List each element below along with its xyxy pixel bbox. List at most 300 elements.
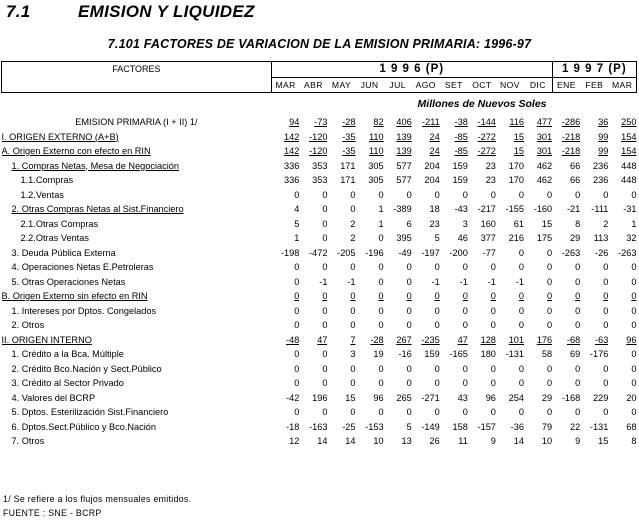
value-text: 171 (340, 175, 356, 185)
value-text: 96 (373, 392, 384, 403)
value-cell (271, 362, 299, 377)
value-cell (327, 130, 355, 145)
value-text: 12 (289, 436, 300, 446)
value-cell (440, 217, 468, 232)
value-cell (271, 173, 299, 188)
value-text: -77 (482, 247, 496, 258)
value-text: 0 (322, 305, 328, 316)
value-cell (496, 202, 524, 217)
value-cell (384, 347, 412, 362)
table-row (2, 144, 637, 159)
value-text: 0 (434, 305, 440, 316)
value-cell (580, 260, 608, 275)
table-row (2, 231, 637, 246)
value-text: -1 (347, 276, 356, 287)
value-cell (327, 362, 355, 377)
value-cell (271, 275, 299, 290)
value-cell (580, 115, 608, 130)
row-label (2, 202, 272, 217)
value-text: -120 (309, 131, 328, 142)
value-cell (580, 173, 608, 188)
value-cell (299, 289, 327, 304)
value-cell (608, 144, 636, 159)
value-cell (524, 144, 552, 159)
value-cell (412, 202, 440, 217)
value-text: 0 (378, 378, 384, 388)
value-text: -16 (398, 349, 412, 359)
value-text: 0 (631, 363, 637, 374)
value-cell (580, 246, 608, 261)
value-cell (468, 130, 496, 145)
value-cell (552, 202, 580, 217)
value-cell (440, 391, 468, 406)
row-label-text: 5. Dptos. Esterilización Sist.Financiero (11, 407, 169, 417)
value-text: -63 (595, 334, 609, 345)
value-cell (552, 231, 580, 246)
value-cell (412, 217, 440, 232)
value-cell (412, 159, 440, 174)
value-text: 170 (508, 160, 524, 171)
table-row (2, 202, 637, 217)
value-cell (580, 376, 608, 391)
value-cell (524, 304, 552, 319)
value-cell (524, 333, 552, 348)
value-text: 47 (317, 334, 328, 345)
table-row (2, 405, 637, 420)
row-label-text: 2. Crédito Bco.Nación y Sect.Público (11, 363, 162, 374)
value-text: 0 (378, 262, 384, 272)
value-cell (356, 144, 384, 159)
value-cell (299, 231, 327, 246)
value-cell (496, 405, 524, 420)
value-cell (496, 260, 524, 275)
value-text: 5 (406, 421, 412, 432)
value-text: -472 (309, 247, 328, 258)
value-text: 139 (396, 146, 412, 156)
value-cell (356, 347, 384, 362)
value-cell (580, 318, 608, 333)
value-text: 139 (396, 131, 412, 142)
value-cell (468, 391, 496, 406)
month-header: ABR (299, 77, 327, 93)
value-text: 0 (406, 291, 412, 301)
value-cell (327, 115, 355, 130)
value-cell (356, 434, 384, 449)
value-text: 477 (536, 117, 553, 127)
value-text: 99 (598, 131, 609, 142)
row-label-text: A. Origen Externo con efecto en RIN (1, 146, 151, 156)
month-header: MAY (327, 77, 355, 93)
value-text: 159 (424, 349, 440, 359)
row-label (2, 420, 272, 435)
value-text: 96 (485, 392, 496, 403)
value-text: 0 (350, 291, 356, 301)
value-text: 29 (541, 392, 553, 403)
value-cell (299, 246, 327, 261)
value-cell (271, 144, 299, 159)
value-text: 0 (518, 407, 524, 417)
value-text: -21 (566, 204, 581, 214)
value-text: 0 (603, 407, 609, 417)
value-text: -43 (454, 204, 468, 214)
value-text: 128 (480, 334, 496, 345)
value-cell (552, 217, 580, 232)
value-cell (356, 202, 384, 217)
value-cell (552, 246, 580, 261)
value-cell (552, 420, 580, 435)
table-row (2, 420, 637, 435)
value-text: 0 (350, 305, 356, 316)
value-text: 0 (575, 262, 581, 272)
month-header: JUL (384, 77, 412, 93)
value-cell (299, 362, 327, 377)
value-text: 18 (429, 204, 440, 214)
value-text: -131 (505, 349, 524, 359)
value-text: -197 (421, 247, 440, 258)
value-text: 101 (508, 334, 524, 345)
value-cell (524, 202, 552, 217)
value-cell (327, 260, 355, 275)
value-text: -165 (449, 349, 468, 359)
value-cell (384, 405, 412, 420)
value-text: 68 (626, 421, 637, 432)
row-label-text: 1.2.Ventas (20, 189, 64, 200)
section-number: 7.1 (6, 2, 31, 21)
value-text: -168 (561, 392, 581, 403)
value-cell (412, 144, 440, 159)
value-text: 0 (631, 276, 637, 287)
value-text: 66 (570, 160, 581, 171)
value-text: 0 (547, 247, 553, 258)
value-text: 0 (490, 291, 496, 301)
value-cell (580, 144, 608, 159)
value-cell (384, 376, 412, 391)
value-cell (440, 202, 468, 217)
value-cell (412, 289, 440, 304)
table-row (2, 434, 637, 449)
value-text: 0 (462, 378, 468, 388)
value-text: -155 (505, 204, 524, 214)
value-text: 0 (294, 189, 300, 200)
table-row (2, 159, 637, 174)
value-text: 229 (592, 392, 609, 403)
value-text: 267 (396, 334, 412, 345)
row-label (2, 275, 272, 290)
value-cell (524, 260, 552, 275)
value-text: 462 (536, 175, 553, 185)
value-text: 0 (462, 363, 468, 374)
row-label-text: 1. Compras Netas, Mesa de Negociación (11, 160, 179, 171)
value-cell (327, 405, 355, 420)
value-text: 0 (294, 305, 300, 316)
value-cell (524, 231, 552, 246)
row-label-text: 2.1.Otras Compras (20, 218, 99, 229)
value-text: 462 (536, 160, 553, 171)
value-text: 0 (490, 305, 496, 316)
value-cell (271, 202, 299, 217)
value-cell (356, 362, 384, 377)
value-cell (608, 159, 636, 174)
section-heading (6, 2, 255, 28)
value-text: 7 (350, 334, 356, 345)
value-text: 0 (294, 320, 300, 330)
value-cell (299, 391, 327, 406)
table-row (2, 318, 637, 333)
value-text: 0 (547, 291, 553, 301)
value-cell (608, 115, 636, 130)
value-cell (271, 420, 299, 435)
value-text: -263 (618, 247, 637, 258)
value-text: 0 (575, 320, 581, 330)
value-text: 0 (406, 407, 412, 417)
value-cell (384, 362, 412, 377)
value-cell (412, 188, 440, 203)
value-text: -1 (459, 276, 468, 287)
value-text: 0 (434, 291, 440, 301)
value-text: 159 (452, 160, 468, 171)
value-cell (580, 304, 608, 319)
value-cell (299, 405, 327, 420)
value-cell (271, 304, 299, 319)
value-cell (356, 231, 384, 246)
value-cell (580, 333, 608, 348)
value-text: 0 (603, 363, 609, 374)
row-label (2, 260, 272, 275)
value-text: -153 (365, 421, 384, 432)
value-text: 96 (626, 334, 637, 345)
value-cell (580, 202, 608, 217)
value-cell (496, 347, 524, 362)
value-cell (299, 376, 327, 391)
value-text: 0 (378, 189, 384, 200)
value-text: 0 (490, 363, 496, 374)
value-text: 0 (547, 189, 553, 200)
value-text: 1 (631, 218, 637, 229)
value-text: 116 (509, 117, 524, 127)
value-cell (608, 231, 636, 246)
value-cell (608, 217, 636, 232)
value-cell (327, 318, 355, 333)
value-text: 43 (457, 392, 468, 403)
value-cell (524, 391, 552, 406)
value-cell (271, 217, 299, 232)
row-label (2, 318, 272, 333)
value-text: 301 (536, 146, 553, 156)
row-label (2, 376, 272, 391)
value-text: 0 (547, 320, 553, 330)
value-cell (327, 333, 355, 348)
row-label-text: 4. Operaciones Netas E.Petroleras (11, 262, 154, 272)
value-cell (412, 246, 440, 261)
value-text: -217 (477, 204, 496, 214)
value-text: -85 (454, 146, 468, 156)
value-cell (412, 231, 440, 246)
value-text: 0 (547, 276, 553, 287)
value-cell (271, 260, 299, 275)
value-cell (608, 275, 636, 290)
value-cell (552, 159, 580, 174)
value-text: 23 (429, 218, 440, 229)
value-cell (468, 144, 496, 159)
value-cell (327, 202, 355, 217)
row-label-text: 7. Otros (11, 436, 45, 446)
value-text: -218 (561, 146, 581, 156)
value-text: 5 (434, 233, 440, 243)
value-cell (299, 188, 327, 203)
value-cell (299, 115, 327, 130)
value-cell (468, 434, 496, 449)
value-text: 0 (322, 233, 328, 243)
value-cell (580, 347, 608, 362)
value-cell (580, 188, 608, 203)
table-row (2, 173, 637, 188)
value-cell (384, 318, 412, 333)
value-text: 15 (541, 218, 553, 229)
value-text: 160 (480, 218, 496, 229)
value-text: 0 (322, 320, 328, 330)
value-text: 0 (490, 407, 496, 417)
value-text: 0 (518, 247, 524, 258)
value-text: 0 (378, 305, 384, 316)
value-cell (412, 275, 440, 290)
value-cell (552, 173, 580, 188)
value-cell (440, 333, 468, 348)
value-text: 1 (378, 204, 384, 214)
row-label (2, 405, 272, 420)
value-cell (271, 115, 299, 130)
value-text: 577 (396, 160, 412, 171)
month-header: MAR (271, 77, 299, 93)
value-cell (552, 130, 580, 145)
value-text: 0 (631, 378, 637, 388)
value-text: 66 (570, 175, 581, 185)
value-cell (327, 217, 355, 232)
value-cell (440, 376, 468, 391)
row-label (2, 130, 272, 145)
value-cell (299, 304, 327, 319)
value-cell (468, 420, 496, 435)
value-text: 0 (322, 349, 328, 359)
row-label-text: 2.2.Otras Ventas (20, 233, 89, 243)
value-cell (496, 188, 524, 203)
value-cell (468, 304, 496, 319)
value-cell (608, 420, 636, 435)
value-cell (496, 333, 524, 348)
value-cell (496, 159, 524, 174)
value-text: 204 (424, 175, 440, 185)
value-text: 142 (284, 146, 300, 156)
value-text: 0 (294, 363, 300, 374)
value-cell (524, 115, 552, 130)
value-cell (412, 376, 440, 391)
value-text: 0 (434, 262, 440, 272)
value-text: 0 (406, 363, 412, 374)
value-text: -85 (454, 131, 468, 142)
value-cell (299, 333, 327, 348)
value-text: -31 (623, 204, 637, 214)
value-cell (356, 391, 384, 406)
factores-header: FACTORES (2, 62, 272, 93)
value-cell (468, 333, 496, 348)
value-text: -42 (286, 392, 300, 403)
value-text: 0 (603, 276, 609, 287)
value-cell (468, 217, 496, 232)
value-text: 69 (570, 349, 581, 359)
value-cell (552, 144, 580, 159)
value-cell (412, 420, 440, 435)
value-text: 0 (462, 305, 468, 316)
value-text: 171 (340, 160, 356, 171)
value-cell (384, 246, 412, 261)
value-cell (608, 405, 636, 420)
value-cell (327, 434, 355, 449)
row-label-text: 2. Otras Compras Netas al Sist.Financiero (11, 204, 184, 214)
value-cell (356, 130, 384, 145)
value-text: 15 (513, 131, 524, 142)
value-text: 22 (570, 421, 581, 432)
value-cell (468, 115, 496, 130)
row-label (2, 173, 272, 188)
value-text: 8 (575, 218, 581, 229)
value-text: -26 (595, 247, 609, 258)
value-cell (327, 159, 355, 174)
value-cell (440, 362, 468, 377)
value-cell (552, 304, 580, 319)
value-text: -163 (309, 421, 328, 432)
row-label (2, 434, 272, 449)
value-cell (384, 434, 412, 449)
value-text: 154 (621, 146, 637, 156)
value-text: 0 (547, 262, 553, 272)
value-text: 61 (513, 218, 524, 229)
value-cell (412, 318, 440, 333)
value-text: 0 (631, 305, 637, 316)
value-text: -36 (510, 421, 524, 432)
value-cell (440, 434, 468, 449)
value-text: 0 (434, 407, 440, 417)
value-text: -200 (449, 247, 468, 258)
row-label-text: 1.1.Compras (20, 175, 74, 185)
value-text: 176 (536, 334, 553, 345)
value-text: 216 (508, 233, 524, 243)
value-text: 0 (518, 305, 524, 316)
value-text: 3 (462, 218, 468, 229)
value-cell (384, 333, 412, 348)
value-text: 0 (547, 378, 553, 388)
value-cell (524, 420, 552, 435)
value-cell (412, 434, 440, 449)
value-cell (384, 231, 412, 246)
value-text: 0 (518, 378, 524, 388)
value-cell (524, 188, 552, 203)
value-cell (608, 202, 636, 217)
value-text: -160 (533, 204, 553, 214)
value-text: 0 (490, 320, 496, 330)
value-text: -196 (365, 247, 384, 258)
table-row (2, 376, 637, 391)
value-cell (440, 318, 468, 333)
value-cell (412, 405, 440, 420)
value-cell (552, 347, 580, 362)
value-text: -198 (280, 247, 300, 258)
value-cell (608, 391, 636, 406)
value-text: 0 (294, 349, 300, 359)
value-cell (271, 188, 299, 203)
value-cell (468, 246, 496, 261)
value-text: -235 (421, 334, 440, 345)
value-cell (468, 318, 496, 333)
value-cell (271, 333, 299, 348)
